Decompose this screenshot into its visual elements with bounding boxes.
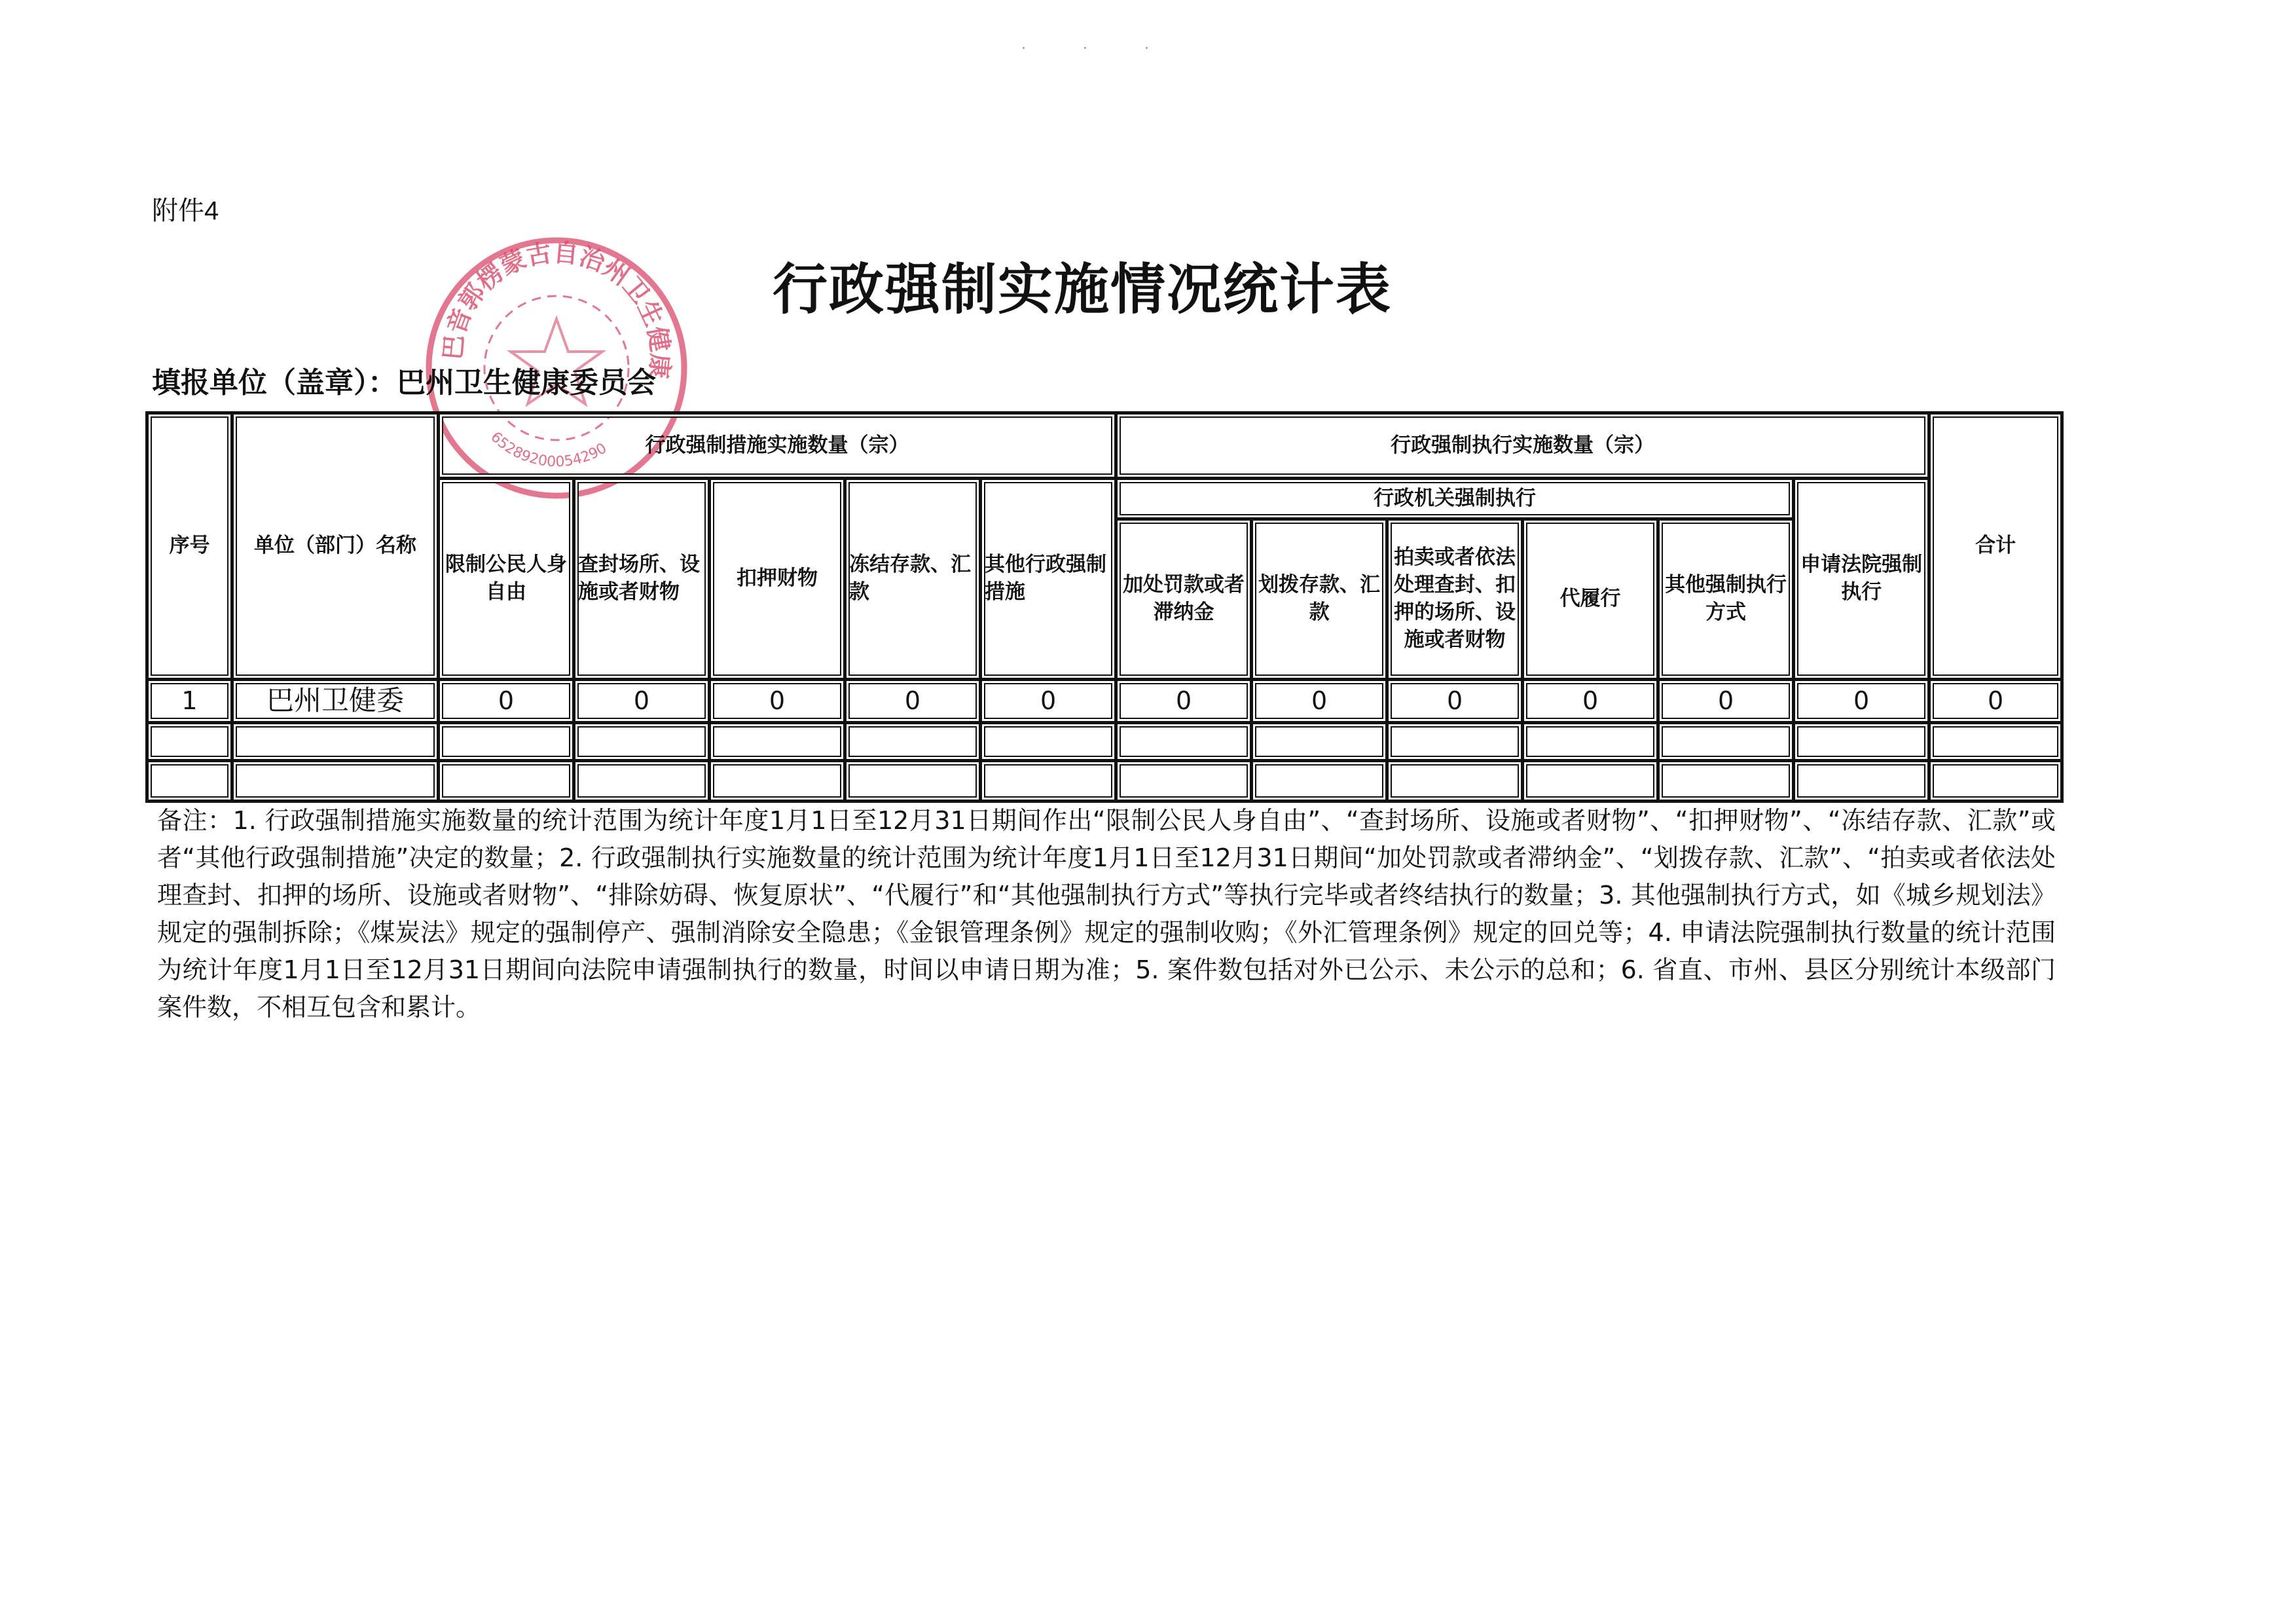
header-exec-col: 加处罚款或者滞纳金 [1116,519,1252,680]
row-total-value: 0 [1929,680,2062,723]
svg-text:巴音郭楞蒙古自治州卫生健康委员会 [419,231,676,380]
seal-text: 巴音郭楞蒙古自治州卫生健康 [437,237,676,380]
statistics-table [145,411,2064,803]
header-index: 序号 [147,413,232,680]
header-unit-name: 单位（部门）名称 [232,413,439,680]
row-measure-value: 0 [710,680,845,723]
header-court-exec: 申请法院强制执行 [1794,479,1929,680]
header-total: 合计 [1929,413,2062,680]
row-exec-value: 0 [1252,680,1387,723]
header-measure-col: 扣押财物 [710,479,845,680]
header-exec-col: 其他强制执行方式 [1658,519,1794,680]
row-unit-name: 巴州卫健委 [232,680,439,723]
attachment-label: 附件4 [152,196,219,225]
row-exec-value: 0 [1387,680,1523,723]
row-index: 1 [147,680,232,723]
row-exec-value: 0 [1116,680,1252,723]
header-measure-col: 冻结存款、汇款 [845,479,981,680]
row-measure-value: 0 [439,680,574,723]
page-title: 行政强制实施情况统计表 [773,257,1393,322]
row-measure-value: 0 [981,680,1116,723]
header-measures-group: 行政强制措施实施数量（宗） [439,413,1116,479]
scan-artifact: · · · [1021,41,1175,57]
row-exec-value: 0 [1658,680,1794,723]
table-row [147,680,2062,723]
header-execution-group: 行政强制执行实施数量（宗） [1116,413,1929,479]
header-exec-col: 代履行 [1523,519,1658,680]
notes-paragraph: 备注：1. 行政强制措施实施数量的统计范围为统计年度1月1日至12月31日期间作出“限制公民人身自由”、“查封场所、设施或者财物”、“扣押财物”、“冻结存款、汇款”或者“其他行政强制措施”决定的数量；2. 行政强制执行实施数量的统计范围为统计年度1月1日至12月31日期间“加处罚款或者滞纳金”、“划拨存款、汇款”、“拍卖或者依法处理查封、扣押的场所、设施或者财物”、“排除妨碍、恢复原状”、“代履行”和“其他强制执行方式”等执行完毕或者终结执行的数量；3. 其他强制执行方式，如《城乡规划法》规定的强制拆除；《煤炭法》规定的强制停产、强制消除安全隐患；《金银管理条例》规定的强制收购；《外汇管理条例》规定的回兑等；4. 申请法院强制执行数量的统计范围为统计年度1月1日至12月31日期间向法院申请强制执行的数量，时间以申请日期为准；5. 案件数包括对外已公示、未公示的总和；6. 省直、市州、县区分别统计本级部门案件数，不相互包含和累计。 [157,806,2056,1022]
header-admin-exec-group: 行政机关强制执行 [1116,479,1794,519]
header-measure-col: 限制公民人身自由 [439,479,574,680]
row-court-value: 0 [1794,680,1929,723]
fill-unit: 填报单位（盖章）：巴州卫生健康委员会 [152,366,656,399]
empty-table-row [147,722,2062,760]
row-exec-value: 0 [1523,680,1658,723]
header-exec-col: 拍卖或者依法处理查封、扣押的场所、设施或者财物 [1387,519,1523,680]
header-measure-col: 其他行政强制措施 [981,479,1116,680]
header-measure-col: 查封场所、设施或者财物 [574,479,710,680]
header-exec-col: 划拨存款、汇款 [1252,519,1387,680]
row-measure-value: 0 [845,680,981,723]
empty-table-row [147,760,2062,801]
seal-number: 65289200054290 [487,429,610,471]
row-measure-value: 0 [574,680,710,723]
